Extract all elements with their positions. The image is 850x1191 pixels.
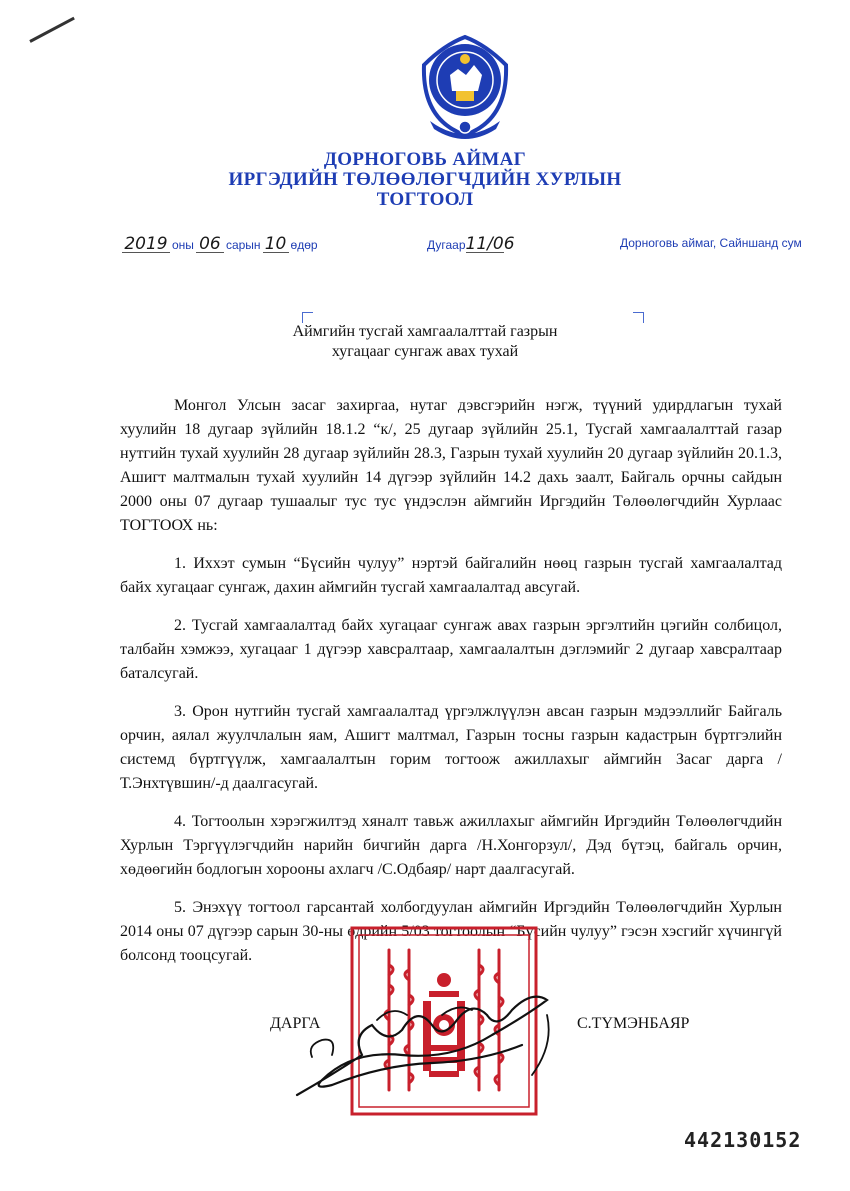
signatory-title: ДАРГА [270,1015,321,1032]
scan-pen-mark [29,17,75,43]
date-day-suffix: өдөр [290,238,318,252]
date-day: 10 [263,236,289,253]
date-month-suffix: сарын [225,238,261,252]
resolution-item-1: 1. Иххэт сумын “Бүсийн чулуу” нэртэй байгалийн нөөц газрын тусгай хамгаалалтад байх хугацааг сунгаж, дахин аймгийн тусгай хамгаалалтад авсугай. [120,555,782,596]
number-value: 11/06 [465,234,515,254]
date-year: 2019 [122,236,170,253]
resolution-item-2: 2. Тусгай хамгаалалтад байх хугацааг сунгаж авах газрын эргэлтийн цэгийн солбицол, талбайн хэмжээ, хугацааг 1 дүгээр хавсралтаар, хамгаалалтын дэглэмийг 2 дугаар хавсралтаар баталсугай. [120,617,782,682]
document-serial-number: 442130152 [684,1128,802,1152]
date-field [122,236,320,253]
header-aimag: ДОРНОГОВЬ АЙМАГ [323,149,527,170]
resolution-item-5: 5. Энэхүү тогтоол гарсантай холбогдуулан аймгийн Иргэдийн Төлөөлөгчдийн Хурлын 2014 оны 07 дүгээр сарын 30-ны өдрийн 5/03 тогтоолын “Бүсийн чулуу” гэсэн хэсгийг хүчингүй болсонд тооцсугай. [120,899,782,964]
signatory-name: С.ТҮМЭНБАЯР [577,1015,690,1032]
document-title-line1: Аймгийн тусгай хамгаалалттай газрын [292,323,558,340]
preamble: Монгол Улсын засаг захиргаа, нутаг дэвсгэрийн нэгж, түүний удирдлагын тухай хуулийн 18 дугаар зүйлийн 18.1.2 “к/, 25 дугаар зүйлийн 25.1, Тусгай хамгаалалттай газар нутгийн тухай хуулийн 28 дугаар зүйлийн 28.3, Газрын тухай хуулийн 20 дугаар зүйлийн 20.1.3, Ашигт малтмалын тухай хуулийн 14 дүгээр зүйлийн 14.2 дахь заалт, Байгаль орчны сайдын 2000 оны 07 дугаар тушаалыг тус тус үндэслэн аймгийн Иргэдийн Төлөөлөгчдийн Хурлаас ТОГТООХ нь: [120,397,782,534]
resolution-item-3: 3. Орон нутгийн тусгай хамгаалалтад үргэлжлүүлэн авсан газрын мэдээллийг Байгаль орчин, аялал жуулчлалын яам, Ашигт малтмал, Газрын тосны газрын кадастрын бүртгэлийн системд бүртгүүлж, хамгаалалтын горим тогтоож ажиллахыг аймгийн Засаг дарга /Т.Энхтүвшин/-д даалгасугай. [120,703,782,792]
state-emblem-icon [416,25,514,143]
handwritten-signature [292,985,557,1105]
number-label: Дугаар [427,238,466,252]
location: Дорноговь аймаг, Сайншанд сум [620,236,802,250]
header-council: ИРГЭДИЙН ТӨЛӨӨЛӨГЧДИЙН ХУРЛЫН [228,169,622,190]
header-doc-type: ТОГТООЛ [376,189,474,210]
date-month: 06 [196,236,224,253]
date-year-suffix: оны [172,238,194,252]
document-body [120,394,782,982]
document-number [427,234,515,254]
document-title-line2: хугацааг сунгаж авах тухай [331,343,519,360]
resolution-item-4: 4. Тогтоолын хэрэгжилтэд хяналт тавьж ажиллахыг аймгийн Иргэдийн Төлөөлөгчдийн Хурлын Тэргүүлэгчдийн нарийн бичгийн дарга /Н.Хонгорзул/, Дэд бүтэц, байгаль орчин, хөдөөгийн бодлогын хорооны ахлагч /С.Одбаяр/ нарт даалгасугай. [120,813,782,878]
